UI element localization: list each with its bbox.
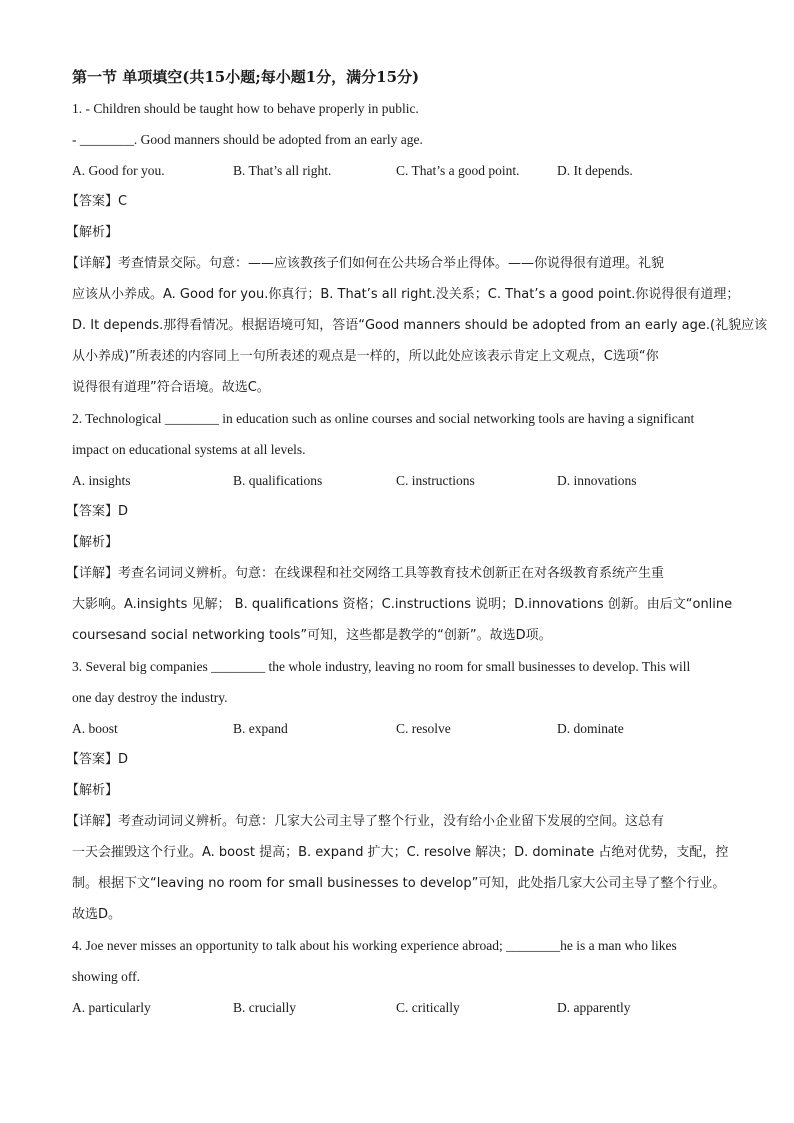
detail-line: 制。根据下文“leaving no room for small businesses to develop”可知，此处指几家大公司主导了整个行业。 [72, 876, 726, 891]
detail-line: 【详解】考查情景交际。句意：——应该教孩子们如何在公共场合举止得体。——你说得很有道理。礼貌 [66, 256, 665, 271]
question-stem-line: 4. Joe never misses an opportunity to talk about his working experience abroad; ________he is a man who likes [72, 938, 677, 953]
options-row [72, 155, 732, 186]
analysis-label: 【解析】 [66, 783, 119, 798]
detail-line: 故选D。 [72, 907, 122, 922]
options-row [72, 465, 732, 496]
options-row [72, 992, 732, 1023]
option-c: C. resolve [396, 721, 451, 736]
option-b: B. crucially [233, 1000, 296, 1015]
answer-line: 【答案】D [66, 504, 129, 519]
question-stem-line: 2. Technological ________ in education such as online courses and social networking tools are having a significant [72, 411, 695, 426]
answer-line: 【答案】C [66, 194, 128, 209]
option-a: A. particularly [72, 1000, 151, 1015]
detail-line: 【详解】考查名词词义辨析。句意：在线课程和社交网络工具等教育技术创新正在对各级教育系统产生重 [66, 566, 665, 581]
detail-line: coursesand social networking tools”可知，这些都是教学的“创新”。故选D项。 [72, 628, 552, 643]
option-a: A. boost [72, 721, 118, 736]
detail-line: 说得很有道理”符合语境。故选C。 [72, 380, 270, 395]
question-4 [72, 930, 732, 1023]
question-2 [66, 403, 733, 651]
question-stem-line: - ________. Good manners should be adopted from an early age. [72, 132, 423, 147]
options-row [72, 713, 732, 744]
exam-page [66, 62, 768, 1023]
question-3 [66, 651, 732, 930]
detail-line: 大影响。A.insights 见解； B. qualifications 资格；C.instructions 说明；D.innovations 创新。由后文“online [72, 597, 733, 612]
detail-line: 一天会摧毁这个行业。A. boost 提高；B. expand 扩大；C. resolve 解决；D. dominate 占绝对优势，支配，控 [72, 845, 729, 860]
detail-line: 【详解】考查动词词义辨析。句意：几家大公司主导了整个行业，没有给小企业留下发展的空间。这总有 [66, 814, 665, 829]
question-1 [66, 93, 768, 403]
question-stem-line: one day destroy the industry. [72, 690, 228, 705]
option-c: C. instructions [396, 473, 475, 488]
option-a: A. insights [72, 473, 131, 488]
analysis-label: 【解析】 [66, 535, 119, 550]
option-d: D. It depends. [557, 163, 633, 178]
option-c: C. critically [396, 1000, 460, 1015]
question-stem-line: showing off. [72, 969, 141, 984]
option-d: D. dominate [557, 721, 624, 736]
analysis-label: 【解析】 [66, 225, 119, 240]
option-b: B. qualifications [233, 473, 323, 488]
option-d: D. innovations [557, 473, 637, 488]
option-b: B. expand [233, 721, 288, 736]
detail-line: 应该从小养成。A. Good for you.你真行；B. That’s all right.没关系；C. That’s a good point.你说得很有道理； [72, 287, 740, 302]
detail-line: D. It depends.那得看情况。根据语境可知，答语“Good manners should be adopted from an early age.(礼貌应该 [72, 318, 768, 333]
option-b: B. That’s all right. [233, 163, 332, 178]
answer-line: 【答案】D [66, 752, 129, 767]
option-a: A. Good for you. [72, 163, 165, 178]
option-c: C. That’s a good point. [396, 163, 520, 178]
option-d: D. apparently [557, 1000, 631, 1015]
section-title: 第一节 单项填空(共15小题;每小题1分，满分15分) [72, 68, 420, 86]
detail-line: 从小养成)”所表述的内容同上一句所表述的观点是一样的，所以此处应该表示肯定上文观点，C选项“你 [72, 349, 659, 364]
question-stem-line: impact on educational systems at all levels. [72, 442, 306, 457]
question-stem-line: 3. Several big companies ________ the whole industry, leaving no room for small businesses to develop. This will [72, 659, 691, 674]
question-stem-line: 1. - Children should be taught how to behave properly in public. [72, 101, 419, 116]
